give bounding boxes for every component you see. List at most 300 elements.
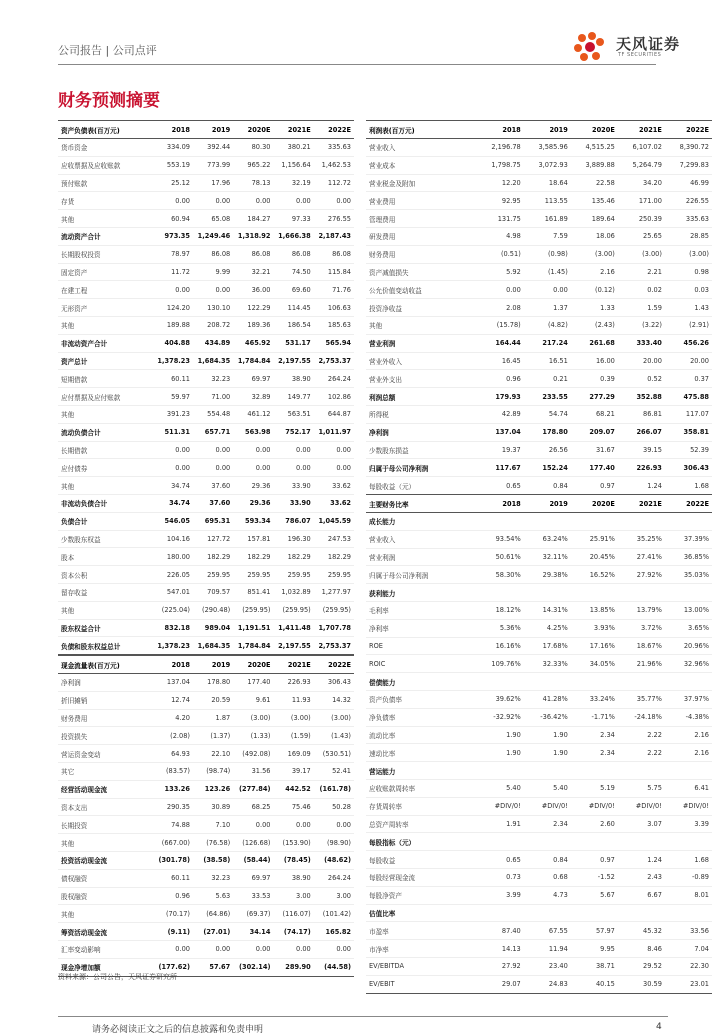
value-cell: 117.67 xyxy=(477,459,524,477)
value-cell: 2.08 xyxy=(477,299,524,317)
value-cell: 58.30% xyxy=(477,566,524,584)
year-header-cell: 2019 xyxy=(193,121,233,139)
value-cell: 11.94 xyxy=(524,940,571,958)
value-cell: 2.22 xyxy=(618,744,665,762)
table-row xyxy=(58,745,354,763)
value-cell: 442.52 xyxy=(273,780,313,798)
table-row xyxy=(366,957,712,975)
value-cell: 52.41 xyxy=(314,762,354,780)
value-cell: 11.93 xyxy=(273,691,313,709)
table-row xyxy=(58,441,354,459)
table-row xyxy=(58,566,354,584)
value-cell: 39.62% xyxy=(477,690,524,708)
table-row xyxy=(366,405,712,423)
value-cell xyxy=(477,513,524,531)
row-label-cell: 负债合计 xyxy=(58,512,153,530)
value-cell: 29.36 xyxy=(233,494,273,512)
value-cell: (3.22) xyxy=(618,316,665,334)
value-cell: 9.61 xyxy=(233,691,273,709)
year-header-cell: 2022E xyxy=(665,495,712,513)
value-cell: 3,072.93 xyxy=(524,156,571,174)
value-cell: (70.17) xyxy=(153,905,193,923)
value-cell: (1.37) xyxy=(193,727,233,745)
section-title: 财务预测摘要 xyxy=(58,91,160,111)
value-cell: 161.89 xyxy=(524,210,571,228)
value-cell: 196.30 xyxy=(273,530,313,548)
row-label-cell: 市净率 xyxy=(366,940,477,958)
value-cell: 247.53 xyxy=(314,530,354,548)
value-cell: 0.03 xyxy=(665,281,712,299)
value-cell: 0.00 xyxy=(193,441,233,459)
value-cell: (225.04) xyxy=(153,601,193,619)
row-label-cell: 负债和股东权益总计 xyxy=(58,637,153,655)
value-cell: 0.00 xyxy=(273,940,313,958)
value-cell: 0.21 xyxy=(524,370,571,388)
value-cell: 2.22 xyxy=(618,726,665,744)
value-cell: (0.98) xyxy=(524,245,571,263)
value-cell: 106.63 xyxy=(314,299,354,317)
value-cell: 0.52 xyxy=(618,370,665,388)
balance-sheet-table xyxy=(58,120,354,655)
page-number: 4 xyxy=(656,1022,662,1032)
table-title-cell: 利润表(百万元) xyxy=(366,121,477,139)
value-cell: 152.24 xyxy=(524,459,571,477)
table-row xyxy=(366,530,712,548)
value-cell: 86.08 xyxy=(193,245,233,263)
value-cell: 109.76% xyxy=(477,655,524,673)
value-cell: (76.58) xyxy=(193,834,233,852)
table-row xyxy=(366,922,712,940)
value-cell xyxy=(665,762,712,780)
value-cell: 5.92 xyxy=(477,263,524,281)
value-cell: 352.88 xyxy=(618,388,665,406)
value-cell: 9.99 xyxy=(193,263,233,281)
value-cell: -24.18% xyxy=(618,708,665,726)
value-cell: 334.09 xyxy=(153,139,193,157)
table-row xyxy=(366,655,712,673)
value-cell: 20.45% xyxy=(571,548,618,566)
value-cell: 32.19 xyxy=(273,174,313,192)
value-cell: 25.12 xyxy=(153,174,193,192)
value-cell: 37.39% xyxy=(665,530,712,548)
value-cell: (9.11) xyxy=(153,923,193,941)
value-cell: 0.00 xyxy=(193,281,233,299)
logo-name-cn: 天风证券 xyxy=(616,35,681,53)
value-cell: (64.86) xyxy=(193,905,233,923)
value-cell: 179.93 xyxy=(477,388,524,406)
value-cell: (0.12) xyxy=(571,281,618,299)
value-cell: 60.94 xyxy=(153,210,193,228)
value-cell: 1.87 xyxy=(193,709,233,727)
value-cell: (4.82) xyxy=(524,316,571,334)
row-label-cell: 存货周转率 xyxy=(366,797,477,815)
value-cell: (48.62) xyxy=(314,851,354,869)
table-row xyxy=(58,156,354,174)
value-cell: 34.05% xyxy=(571,655,618,673)
table-row xyxy=(58,174,354,192)
row-label-cell: 现金净增加额 xyxy=(58,958,153,976)
row-label-cell: 投资净收益 xyxy=(366,299,477,317)
value-cell: 149.77 xyxy=(273,388,313,406)
value-cell: 31.67 xyxy=(571,441,618,459)
value-cell: 14.31% xyxy=(524,601,571,619)
value-cell: 0.97 xyxy=(571,851,618,869)
value-cell: 112.72 xyxy=(314,174,354,192)
value-cell: (98.90) xyxy=(314,834,354,852)
value-cell: 7.10 xyxy=(193,816,233,834)
value-cell: 461.12 xyxy=(233,405,273,423)
value-cell: 0.68 xyxy=(524,868,571,886)
row-label-cell: 营业外支出 xyxy=(366,370,477,388)
value-cell: 64.93 xyxy=(153,745,193,763)
table-row xyxy=(366,192,712,210)
row-label-cell: 其他 xyxy=(58,601,153,619)
row-label-cell: 无形资产 xyxy=(58,299,153,317)
value-cell: 565.94 xyxy=(314,334,354,352)
value-cell: 3.93% xyxy=(571,619,618,637)
row-label-cell: 其他 xyxy=(58,210,153,228)
value-cell: 23.40 xyxy=(524,957,571,975)
row-label-cell: EV/EBITDA xyxy=(366,957,477,975)
table-row xyxy=(58,227,354,245)
table-row xyxy=(366,210,712,228)
value-cell: (3.00) xyxy=(571,245,618,263)
value-cell: -36.42% xyxy=(524,708,571,726)
value-cell: 0.84 xyxy=(524,477,571,495)
row-label-cell: 其他 xyxy=(58,405,153,423)
value-cell: 20.00 xyxy=(665,352,712,370)
value-cell: 0.00 xyxy=(477,281,524,299)
value-cell: #DIV/0! xyxy=(571,797,618,815)
value-cell: 4.73 xyxy=(524,886,571,904)
value-cell: 644.87 xyxy=(314,405,354,423)
table-row xyxy=(58,887,354,905)
value-cell: 276.55 xyxy=(314,210,354,228)
row-label-cell: 投资活动现金流 xyxy=(58,851,153,869)
row-label-cell: 归属于母公司净利润 xyxy=(366,566,477,584)
value-cell: 115.84 xyxy=(314,263,354,281)
value-cell: 32.23 xyxy=(193,370,233,388)
disclaimer-text: 请务必阅读正文之后的信息披露和免责申明 xyxy=(92,1025,264,1035)
row-label-cell: 归属于母公司净利润 xyxy=(366,459,477,477)
value-cell: 259.95 xyxy=(193,566,233,584)
value-cell: 178.80 xyxy=(524,423,571,441)
row-label-cell: 流动比率 xyxy=(366,726,477,744)
report-type: 公司报告 | 公司点评 xyxy=(58,44,157,57)
value-cell: 18.64 xyxy=(524,174,571,192)
value-cell: 38.90 xyxy=(273,869,313,887)
value-cell: 1.37 xyxy=(524,299,571,317)
table-row xyxy=(58,192,354,210)
value-cell: 0.39 xyxy=(571,370,618,388)
value-cell: 130.10 xyxy=(193,299,233,317)
table-row xyxy=(366,744,712,762)
value-cell: (78.45) xyxy=(273,851,313,869)
value-cell: 13.85% xyxy=(571,601,618,619)
value-cell: 32.21 xyxy=(233,263,273,281)
value-cell: 33.90 xyxy=(273,494,313,512)
table-row xyxy=(366,940,712,958)
value-cell: (259.95) xyxy=(273,601,313,619)
row-label-cell: 净利润 xyxy=(58,674,153,692)
value-cell: 184.27 xyxy=(233,210,273,228)
row-label-cell: 其他 xyxy=(58,316,153,334)
value-cell: 57.97 xyxy=(571,922,618,940)
value-cell: 60.11 xyxy=(153,370,193,388)
value-cell xyxy=(477,673,524,691)
value-cell: 335.63 xyxy=(665,210,712,228)
row-label-cell: 债权融资 xyxy=(58,869,153,887)
value-cell: 0.00 xyxy=(273,192,313,210)
value-cell: 306.43 xyxy=(314,674,354,692)
value-cell: 19.37 xyxy=(477,441,524,459)
row-label-cell: 固定资产 xyxy=(58,263,153,281)
table-row xyxy=(366,245,712,263)
page-header xyxy=(58,30,698,66)
value-cell: (3.00) xyxy=(665,245,712,263)
value-cell xyxy=(665,584,712,602)
table-row xyxy=(58,263,354,281)
table-row xyxy=(58,530,354,548)
value-cell: 0.00 xyxy=(233,816,273,834)
value-cell: 87.40 xyxy=(477,922,524,940)
table-header-row xyxy=(58,121,354,139)
value-cell: (15.78) xyxy=(477,316,524,334)
value-cell: 259.95 xyxy=(273,566,313,584)
value-cell: 2.34 xyxy=(571,726,618,744)
row-label-cell: 长期投资 xyxy=(58,816,153,834)
row-label-cell: 资产减值损失 xyxy=(366,263,477,281)
value-cell xyxy=(618,833,665,851)
table-row xyxy=(366,156,712,174)
value-cell: 1.90 xyxy=(524,744,571,762)
table-title-cell: 现金流量表(百万元) xyxy=(58,656,153,674)
value-cell: 2.16 xyxy=(665,726,712,744)
row-label-cell: 营业费用 xyxy=(366,192,477,210)
table-row xyxy=(58,512,354,530)
value-cell: 6.41 xyxy=(665,779,712,797)
value-cell: (0.51) xyxy=(477,245,524,263)
value-cell: 86.08 xyxy=(273,245,313,263)
year-header-cell: 2020E xyxy=(571,495,618,513)
value-cell: 0.00 xyxy=(193,459,233,477)
value-cell: 5.40 xyxy=(524,779,571,797)
value-cell: 29.36 xyxy=(233,477,273,495)
row-label-cell: 经营活动现金流 xyxy=(58,780,153,798)
value-cell xyxy=(524,762,571,780)
value-cell: 37.60 xyxy=(193,494,233,512)
row-label-cell: 公允价值变动收益 xyxy=(366,281,477,299)
value-cell: 259.95 xyxy=(314,566,354,584)
row-label-cell: 应付票据及应付账款 xyxy=(58,388,153,406)
row-label-cell: 留存收益 xyxy=(58,583,153,601)
value-cell: 7.59 xyxy=(524,227,571,245)
row-label-cell: 应付债券 xyxy=(58,459,153,477)
value-cell xyxy=(571,673,618,691)
value-cell: 29.52 xyxy=(618,957,665,975)
value-cell: 30.89 xyxy=(193,798,233,816)
row-label-cell: 研发费用 xyxy=(366,227,477,245)
value-cell: 78.97 xyxy=(153,245,193,263)
year-header-cell: 2022E xyxy=(314,656,354,674)
value-cell: 456.26 xyxy=(665,334,712,352)
row-label-cell: 其它 xyxy=(58,762,153,780)
value-cell: 0.00 xyxy=(153,281,193,299)
value-cell: 14.32 xyxy=(314,691,354,709)
value-cell: 226.55 xyxy=(665,192,712,210)
table-row xyxy=(58,281,354,299)
value-cell: 0.00 xyxy=(193,192,233,210)
table-row xyxy=(58,691,354,709)
value-cell: 0.00 xyxy=(233,940,273,958)
row-label-cell: 每股经营现金流 xyxy=(366,868,477,886)
value-cell: 37.60 xyxy=(193,477,233,495)
value-cell: 177.40 xyxy=(571,459,618,477)
value-cell: 1,011.97 xyxy=(314,423,354,441)
year-header-cell: 2021E xyxy=(273,121,313,139)
value-cell: 28.85 xyxy=(665,227,712,245)
value-cell: 33.24% xyxy=(571,690,618,708)
table-row xyxy=(366,316,712,334)
value-cell xyxy=(665,513,712,531)
table-row xyxy=(58,834,354,852)
value-cell: 335.63 xyxy=(314,139,354,157)
value-cell: (3.00) xyxy=(314,709,354,727)
table-header-row xyxy=(366,121,712,139)
source-note: 资料来源：公司公告，天风证券研究所 xyxy=(58,973,177,981)
value-cell: 182.29 xyxy=(193,548,233,566)
row-label-cell: 股权融资 xyxy=(58,887,153,905)
table-row xyxy=(366,263,712,281)
table-row xyxy=(366,815,712,833)
year-header-cell: 2018 xyxy=(153,121,193,139)
row-label-cell: 投资损失 xyxy=(58,727,153,745)
value-cell xyxy=(524,833,571,851)
row-label-cell: 非流动负债合计 xyxy=(58,494,153,512)
table-header-row xyxy=(58,656,354,674)
value-cell: 71.00 xyxy=(193,388,233,406)
value-cell: 965.22 xyxy=(233,156,273,174)
value-cell: 0.84 xyxy=(524,851,571,869)
value-cell: 25.65 xyxy=(618,227,665,245)
row-label-cell: 毛利率 xyxy=(366,601,477,619)
value-cell: 113.55 xyxy=(524,192,571,210)
value-cell: 69.60 xyxy=(273,281,313,299)
table-row xyxy=(366,548,712,566)
value-cell: 68.21 xyxy=(571,405,618,423)
value-cell: 74.50 xyxy=(273,263,313,281)
table-row xyxy=(366,886,712,904)
row-label-cell: 每股收益 xyxy=(366,851,477,869)
row-label-cell: 资产负债率 xyxy=(366,690,477,708)
value-cell: 71.76 xyxy=(314,281,354,299)
row-label-cell: 营运资金变动 xyxy=(58,745,153,763)
value-cell: 1.90 xyxy=(477,744,524,762)
year-header-cell: 2018 xyxy=(477,121,524,139)
value-cell: 0.00 xyxy=(153,192,193,210)
table-row xyxy=(58,583,354,601)
value-cell: 1,411.48 xyxy=(273,619,313,637)
value-cell: 475.88 xyxy=(665,388,712,406)
value-cell: 3.39 xyxy=(665,815,712,833)
row-label-cell: 总资产周转率 xyxy=(366,815,477,833)
year-header-cell: 2021E xyxy=(618,121,665,139)
table-row xyxy=(58,299,354,317)
value-cell: 3,889.88 xyxy=(571,156,618,174)
row-label-cell: 营业成本 xyxy=(366,156,477,174)
row-label-cell: 预付账款 xyxy=(58,174,153,192)
value-cell: 33.62 xyxy=(314,494,354,512)
table-row xyxy=(58,494,354,512)
value-cell: 0.00 xyxy=(233,192,273,210)
value-cell: 233.55 xyxy=(524,388,571,406)
value-cell: 266.07 xyxy=(618,423,665,441)
value-cell xyxy=(477,584,524,602)
table-row xyxy=(366,459,712,477)
value-cell: 2,196.78 xyxy=(477,139,524,157)
value-cell xyxy=(618,513,665,531)
value-cell: 0.00 xyxy=(153,459,193,477)
row-label-cell: 每股净资产 xyxy=(366,886,477,904)
logo-name-en: TF SECURITIES xyxy=(618,52,662,58)
value-cell: 0.96 xyxy=(153,887,193,905)
value-cell: 1,277.97 xyxy=(314,583,354,601)
value-cell: 37.97% xyxy=(665,690,712,708)
row-label-cell: 净利润 xyxy=(366,423,477,441)
table-row xyxy=(366,174,712,192)
value-cell: 137.04 xyxy=(153,674,193,692)
value-cell: 36.85% xyxy=(665,548,712,566)
value-cell: 189.64 xyxy=(571,210,618,228)
table-row xyxy=(58,139,354,157)
value-cell: 2.21 xyxy=(618,263,665,281)
value-cell: 531.17 xyxy=(273,334,313,352)
row-label-cell: 每股收益（元） xyxy=(366,477,477,495)
table-row xyxy=(366,423,712,441)
row-label-cell: 存货 xyxy=(58,192,153,210)
value-cell: (161.78) xyxy=(314,780,354,798)
value-cell: 404.88 xyxy=(153,334,193,352)
row-label-cell: 估值比率 xyxy=(366,904,477,922)
value-cell: 989.04 xyxy=(193,619,233,637)
table-row xyxy=(366,441,712,459)
value-cell: 1,462.53 xyxy=(314,156,354,174)
value-cell: 2,197.55 xyxy=(273,352,313,370)
table-row xyxy=(366,726,712,744)
value-cell: 39.17 xyxy=(273,762,313,780)
value-cell: 50.61% xyxy=(477,548,524,566)
value-cell: 0.00 xyxy=(153,940,193,958)
value-cell: 86.08 xyxy=(314,245,354,263)
value-cell: (153.90) xyxy=(273,834,313,852)
value-cell: (44.58) xyxy=(314,958,354,976)
value-cell xyxy=(477,904,524,922)
value-cell: 20.59 xyxy=(193,691,233,709)
value-cell: (259.95) xyxy=(314,601,354,619)
value-cell: 380.21 xyxy=(273,139,313,157)
value-cell: 1,318.92 xyxy=(233,227,273,245)
value-cell: 1,666.38 xyxy=(273,227,313,245)
value-cell xyxy=(571,513,618,531)
value-cell: 16.00 xyxy=(571,352,618,370)
value-cell: 2.16 xyxy=(571,263,618,281)
value-cell: 13.79% xyxy=(618,601,665,619)
row-label-cell: 营运能力 xyxy=(366,762,477,780)
value-cell: 1,032.89 xyxy=(273,583,313,601)
value-cell: 75.46 xyxy=(273,798,313,816)
value-cell: 122.29 xyxy=(233,299,273,317)
row-label-cell: EV/EBIT xyxy=(366,975,477,993)
